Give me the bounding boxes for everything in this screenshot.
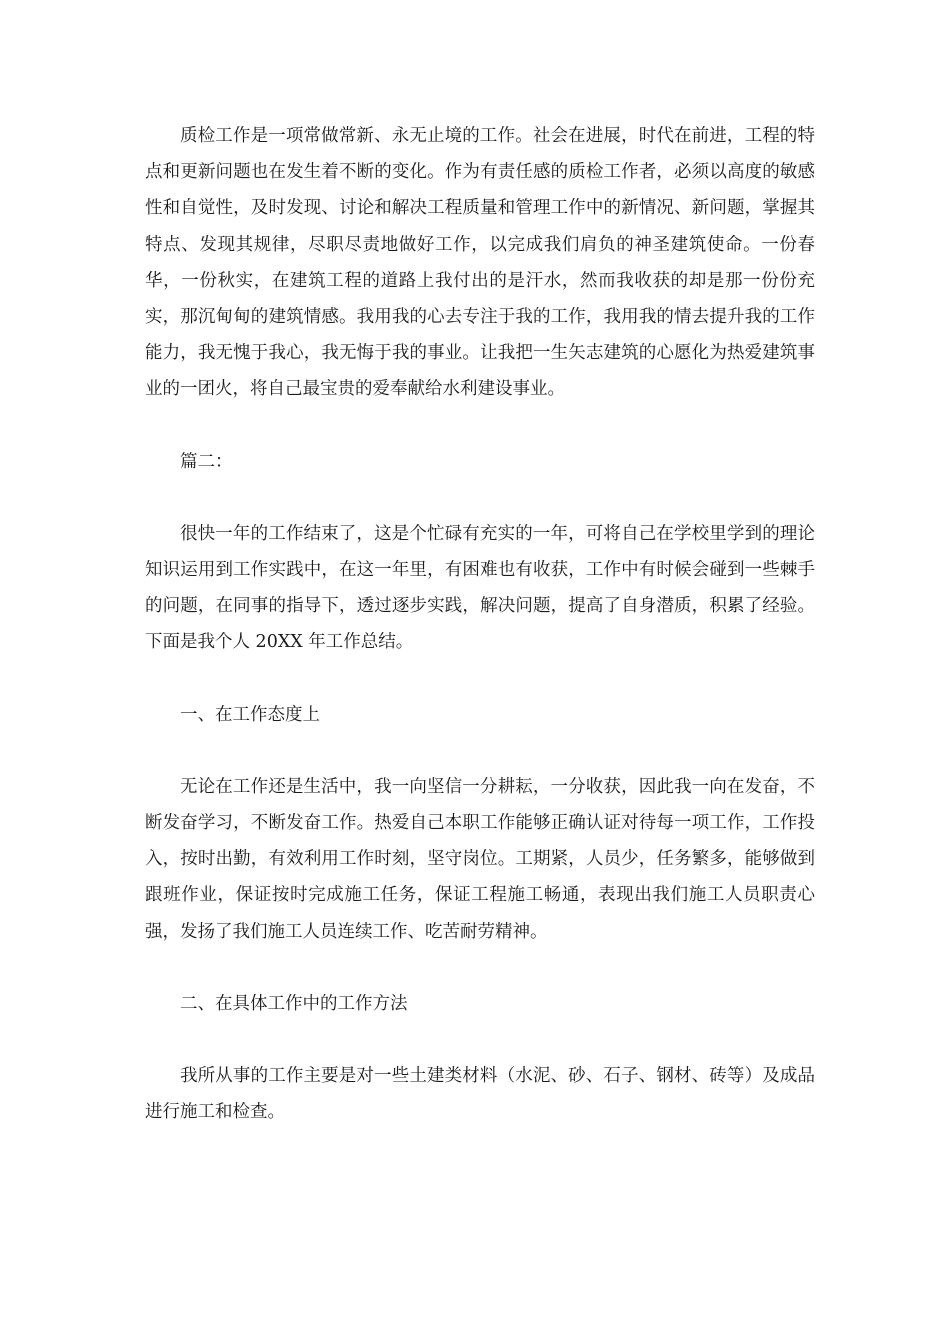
- paragraph-gap: [145, 408, 815, 444]
- document-body: [145, 118, 815, 1130]
- paragraph-gap: [145, 480, 815, 516]
- paragraph-gap: [145, 733, 815, 769]
- section-heading-work-method: 二、在具体工作中的工作方法: [180, 993, 408, 1014]
- paragraph-gap: [145, 1022, 815, 1058]
- section-heading-part-two: 篇二：: [180, 451, 233, 472]
- paragraph-year-summary: 很快一年的工作结束了，这是个忙碌有充实的一年，可将自己在学校里学到的理论知识运用到工作实践中，在这一年里，有困难也有收获，工作中有时候会碰到一些棘手的问题，在同事的指导下，透过逐步实践，解决问题，提高了自身潜质，积累了经验。下面是我个人 20XX 年工作总结。: [145, 523, 815, 653]
- paragraph-gap: [145, 661, 815, 697]
- paragraph-work-attitude: 无论在工作还是生活中，我一向坚信一分耕耘，一分收获，因此我一向在发奋，不断发奋学习，不断发奋工作。热爱自己本职工作能够正确认证对待每一项工作，工作投入，按时出勤，有效利用工作时刻，坚守岗位。工期紧，人员少，任务繁多，能够做到跟班作业，保证按时完成施工任务，保证工程施工畅通，表现出我们施工人员职责心强，发扬了我们施工人员连续工作、吃苦耐劳精神。: [145, 776, 815, 942]
- paragraph-work-method: 我所从事的工作主要是对一些土建类材料（水泥、砂、石子、钢材、砖等）及成品进行施工和检查。: [145, 1066, 815, 1123]
- paragraph-gap: [145, 950, 815, 986]
- section-heading-work-attitude: 一、在工作态度上: [180, 704, 320, 725]
- paragraph-quality-inspection: 质检工作是一项常做常新、永无止境的工作。社会在进展，时代在前进，工程的特点和更新问题也在发生着不断的变化。作为有责任感的质检工作者，必须以高度的敏感性和自觉性，及时发现、讨论和解决工程质量和管理工作中的新情况、新问题，掌握其特点、发现其规律，尽职尽责地做好工作，以完成我们肩负的神圣建筑使命。一份春华，一份秋实，在建筑工程的道路上我付出的是汗水，然而我收获的却是那一份份充实，那沉甸甸的建筑情感。我用我的心去专注于我的工作，我用我的情去提升我的工作能力，我无愧于我心，我无悔于我的事业。让我把一生矢志建筑的心愿化为热爱建筑事业的一团火，将自己最宝贵的爱奉献给水利建设事业。: [145, 126, 815, 400]
